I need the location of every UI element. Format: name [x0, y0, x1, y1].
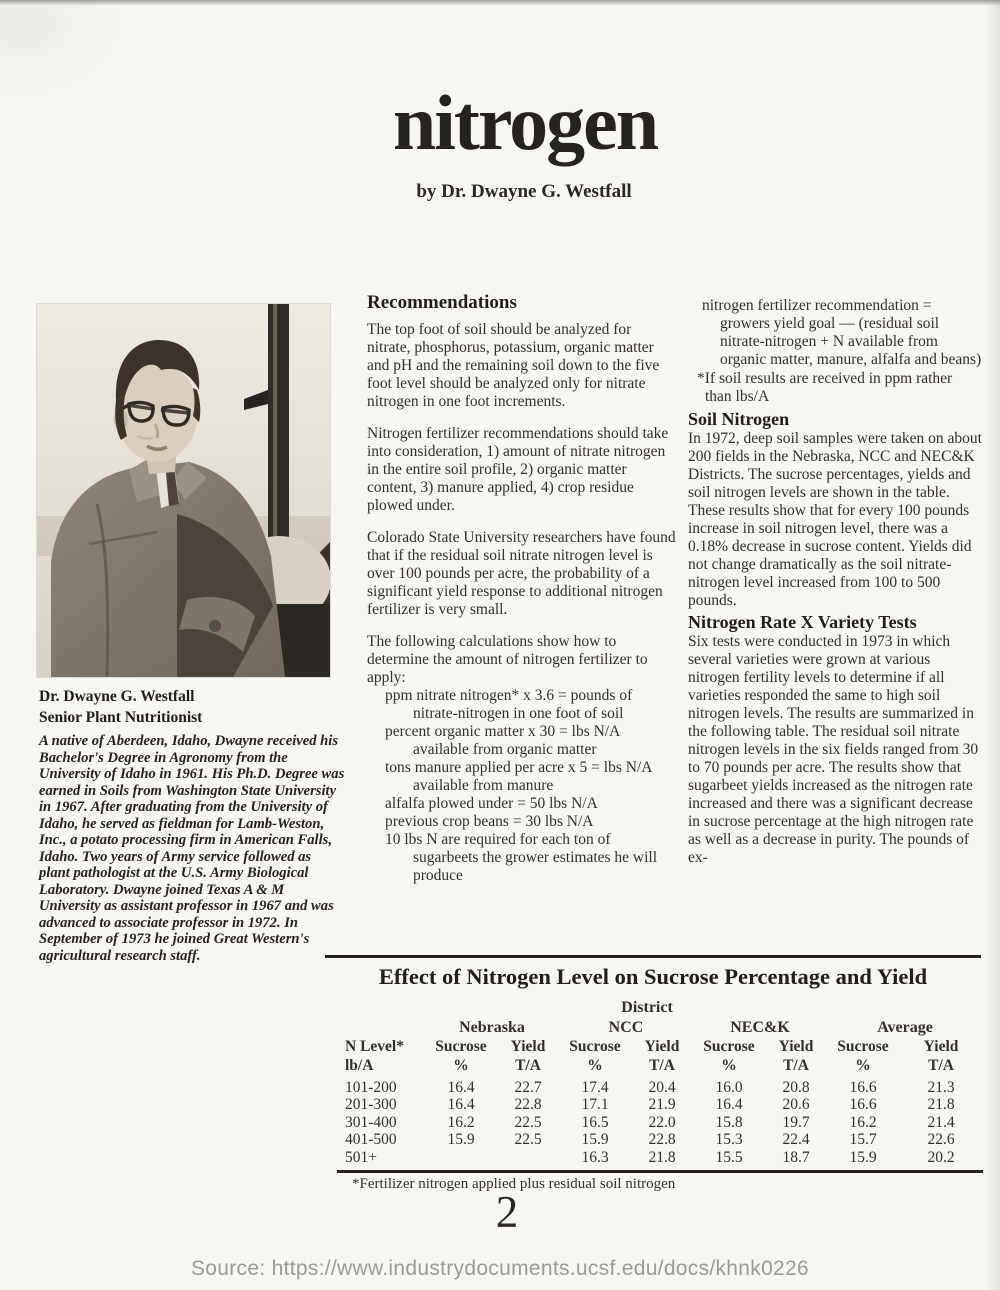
- table-unit-header: T/A: [928, 1057, 954, 1074]
- table-col-header: Sucrose: [569, 1038, 621, 1055]
- table-unit-header: %: [721, 1057, 737, 1074]
- fertilizer-formula: nitrogen fertilizer recommendation = growers yield goal — (residual soil nitrate-nitrogen + N available from organic matter, manure, alfalfa and beans): [702, 297, 982, 368]
- formula-footnote: *If soil results are received in ppm rather than lbs/A: [697, 370, 953, 405]
- table-cell: 16.2: [447, 1113, 475, 1131]
- table-unit-header: %: [587, 1057, 603, 1074]
- table-cell: 16.4: [447, 1096, 475, 1114]
- table-cell: 16.2: [849, 1113, 877, 1131]
- table-col-header: Yield: [923, 1038, 959, 1055]
- table-unit-header: T/A: [649, 1057, 675, 1074]
- table-cell: 15.9: [849, 1148, 877, 1166]
- table-cell: 301-400: [345, 1113, 397, 1131]
- table-unit-header: %: [855, 1057, 871, 1074]
- table-title: Effect of Nitrogen Level on Sucrose Percentage and Yield: [378, 964, 928, 989]
- table-district-row: [337, 998, 983, 1018]
- table-cell: 15.9: [447, 1131, 475, 1149]
- photo-caption-name: Dr. Dwayne G. Westfall: [39, 688, 195, 705]
- scan-corner-shade: [0, 6, 120, 96]
- photo-caption: [39, 686, 202, 728]
- table-group-ncc: NCC: [608, 1019, 644, 1036]
- scan-top-edge: [0, 0, 1000, 6]
- table-row: [337, 1075, 983, 1096]
- table-cell: 15.8: [715, 1113, 743, 1131]
- table-unit-header: lb/A: [345, 1057, 374, 1074]
- table-unit-header: T/A: [783, 1057, 809, 1074]
- table-cell: 401-500: [345, 1131, 397, 1149]
- table-cell: 21.9: [648, 1096, 676, 1114]
- variety-tests-heading: Nitrogen Rate X Variety Tests: [688, 612, 917, 632]
- table-cell: 22.5: [514, 1113, 542, 1131]
- table-unit-header: T/A: [515, 1057, 541, 1074]
- table-cell: 16.3: [581, 1148, 609, 1166]
- table-cell: 201-300: [345, 1096, 397, 1114]
- table-cell: 101-200: [345, 1079, 397, 1096]
- table-cell: 21.8: [648, 1148, 676, 1166]
- table-col-header: Sucrose: [837, 1038, 889, 1055]
- source-footer: Source: https://www.industrydocuments.ucsf.edu/docs/khnk0226: [191, 1257, 809, 1280]
- table-cell: 22.4: [782, 1131, 810, 1149]
- table-group-average: Average: [877, 1019, 933, 1036]
- soil-nitrogen-heading: Soil Nitrogen: [688, 409, 790, 429]
- table-cell: 22.7: [514, 1079, 542, 1096]
- recommendations-paragraph-1: The top foot of soil should be analyzed for nitrate, phosphorus, potassium, organic matter and pH and the remaining soil down to the five foot level should be analyzed only for nitrate nitrogen in one foot increments.: [367, 321, 660, 410]
- table-cell: [425, 1149, 497, 1172]
- variety-tests-paragraph: Six tests were conducted in 1973 in which several varieties were grown at various nitrogen fertility levels to determine if all varieties responded the same to high soil nitrogen levels. The results are summarized in the following table. The residual soil nitrate nitrogen levels in the six fields ranged from 30 to 70 pounds per acre. The results show that sugarbeet yields increased as the nitrogen rate increased and there was a significant decrease in sucrose percentage at the high nitrogen rate as well as a decrease in purity. The pounds of ex-: [688, 633, 979, 866]
- table-cell: 16.0: [715, 1079, 743, 1096]
- table-cell: 15.9: [581, 1131, 609, 1149]
- recommendations-section: [367, 294, 676, 885]
- table-cell: 15.5: [715, 1148, 743, 1166]
- table-cell: 21.3: [927, 1079, 955, 1096]
- table-cell: 16.6: [849, 1096, 877, 1114]
- table-cell: 19.7: [782, 1113, 810, 1131]
- table-cell: 22.8: [648, 1131, 676, 1149]
- table-cell: 22.8: [514, 1096, 542, 1114]
- photo-caption-role: Senior Plant Nutritionist: [39, 709, 203, 726]
- calc-line: tons manure applied per acre x 5 = lbs N/A available from manure: [385, 759, 652, 794]
- table-cell: 16.4: [715, 1096, 743, 1114]
- table-col-header-row: [337, 1037, 983, 1056]
- calc-line: alfalfa plowed under = 50 lbs N/A: [385, 795, 598, 812]
- table-cell: 20.4: [648, 1079, 676, 1096]
- table-group-neck: NEC&K: [730, 1019, 790, 1036]
- table-cell: 18.7: [782, 1148, 810, 1166]
- table-row: [337, 1131, 983, 1148]
- table-col-header: Yield: [778, 1038, 814, 1055]
- table-unit-header-row: [337, 1056, 983, 1075]
- table-row: [337, 1149, 983, 1172]
- recommendations-heading: Recommendations: [367, 292, 517, 313]
- calc-line: 10 lbs N are required for each ton of sugarbeets the grower estimates he will produce: [385, 831, 658, 884]
- bio-text: A native of Aberdeen, Idaho, Dwayne received his Bachelor's Degree in Agronomy from the University of Idaho in 1961. His Ph.D. Degree was earned in Soils from Washington State University in 1967. After graduating from the University of Idaho, he served as fieldman for Lamb-Weston, Inc., a potato processing firm in American Falls, Idaho. Two years of Army service followed as plant pathologist at the U.S. Army Biological Laboratory. Dwayne joined Texas A & M University as assistant professor in 1967 and was advanced to associate professor in 1972. In September of 1973 he joined Great Western's agricultural research staff.: [39, 733, 345, 964]
- table-col-header: N Level*: [345, 1038, 404, 1055]
- table-cell: [497, 1149, 559, 1172]
- table-col-header: Yield: [510, 1038, 546, 1055]
- calc-line: percent organic matter x 30 = lbs N/A available from organic matter: [385, 723, 620, 758]
- sucrose-yield-table: [337, 998, 983, 1173]
- page-title: nitrogen: [392, 79, 658, 166]
- table-cell: 21.8: [927, 1096, 955, 1114]
- calc-line: ppm nitrate nitrogen* x 3.6 = pounds of nitrate-nitrogen in one foot of soil: [385, 687, 633, 722]
- calc-line: previous crop beans = 30 lbs N/A: [385, 813, 594, 830]
- table-col-header: Sucrose: [703, 1038, 755, 1055]
- table-cell: 16.4: [447, 1079, 475, 1096]
- table-group-header-row: [337, 1018, 983, 1037]
- table-cell: 22.0: [648, 1113, 676, 1131]
- table-cell: 22.6: [927, 1131, 955, 1149]
- page-number: 2: [495, 1187, 519, 1237]
- table-cell: 16.5: [581, 1113, 609, 1131]
- table-top-rule: [325, 955, 981, 958]
- table-cell: 16.6: [849, 1079, 877, 1096]
- table-footnote: *Fertilizer nitrogen applied plus residual soil nitrogen: [352, 1176, 676, 1192]
- byline: by Dr. Dwayne G. Westfall: [416, 181, 632, 202]
- table-cell: 17.1: [581, 1096, 609, 1114]
- table-cell: 15.7: [849, 1131, 877, 1149]
- table-cell: 15.3: [715, 1131, 743, 1149]
- table-district-label: District: [621, 999, 673, 1016]
- table-row: [337, 1096, 983, 1113]
- right-column: [688, 297, 982, 870]
- table-group-nebraska: Nebraska: [459, 1019, 525, 1036]
- scan-right-edge: [986, 0, 1000, 1290]
- recommendations-paragraph-3: Colorado State University researchers have found that if the residual soil nitrate nitrogen level is over 100 pounds per acre, the probability of a significant yield response to additional nitrogen fertilizer is very small.: [367, 529, 676, 618]
- table-group-spacer: [337, 1018, 425, 1037]
- table-cell: 20.6: [782, 1096, 810, 1114]
- table-unit-header: %: [453, 1057, 469, 1074]
- table-cell: 22.5: [514, 1131, 542, 1149]
- table-cell: 20.2: [927, 1148, 955, 1166]
- calculations-intro: The following calculations show how to determine the amount of nitrogen fertilizer to apply:: [367, 633, 648, 686]
- table-body: [337, 1075, 983, 1172]
- soil-nitrogen-paragraph: In 1972, deep soil samples were taken on about 200 fields in the Nebraska, NCC and NEC&K Districts. The sucrose percentages, yields and soil nitrogen levels are shown in the table. These results show that for every 100 pounds increase in soil nitrogen level, there was a 0.18% decrease in sucrose content. Yields did not change dramatically as the soil nitrate-nitrogen level increased from 100 to 500 pounds.: [688, 430, 982, 609]
- table-cell: 17.4: [581, 1079, 609, 1096]
- table-cell: 20.8: [782, 1079, 810, 1096]
- recommendations-paragraph-2: Nitrogen fertilizer recommendations should take into consideration, 1) amount of nitrate nitrogen in the entire soil profile, 2) organic matter content, 3) manure applied, 4) crop residue plowed under.: [367, 425, 669, 514]
- table-cell: 21.4: [927, 1113, 955, 1131]
- calc-lines: [367, 687, 676, 885]
- table-col-header: Yield: [644, 1038, 680, 1055]
- table-col-header: Sucrose: [435, 1038, 487, 1055]
- portrait-photo: [37, 304, 330, 677]
- table-row: [337, 1114, 983, 1131]
- table-cell: 501+: [345, 1148, 377, 1166]
